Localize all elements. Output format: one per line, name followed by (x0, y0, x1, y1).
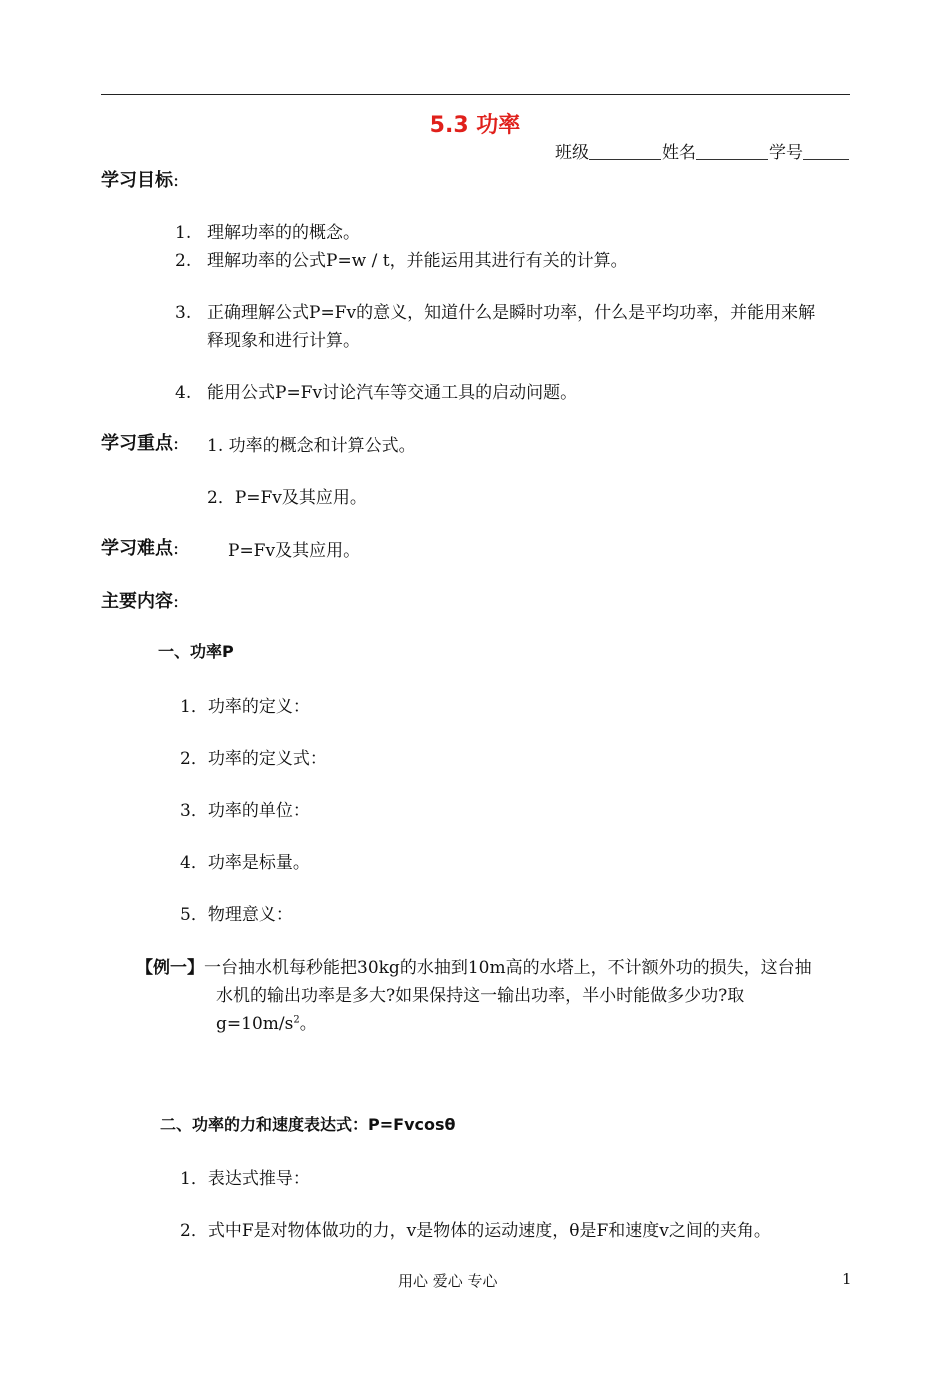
power-unit-item: 3．功率的单位： (180, 801, 310, 821)
goal-item-1: 1. 理解功率的的概念。 (175, 223, 360, 243)
goals-heading: 学习目标: (101, 170, 180, 191)
difficulty-text: P=Fv及其应用。 (228, 541, 361, 561)
class-label: 班级 (555, 143, 589, 163)
formula-explanation-item: 2．式中F是对物体做功的力，v是物体的运动速度，θ是F和速度v之间的夹角。 (180, 1221, 771, 1241)
footer-motto: 用心 爱心 专心 (398, 1272, 498, 1290)
key-point-1: 1. 功率的概念和计算公式。 (207, 436, 416, 456)
section-power-title: 一、功率P (158, 642, 234, 661)
main-content-heading: 主要内容: (101, 591, 180, 612)
difficulty-heading: 学习难点: (101, 538, 180, 559)
example-1-label: 【例一】 (136, 958, 204, 978)
id-label: 学号 (769, 143, 803, 163)
goal-item-3-continued: 释现象和进行计算。 (207, 331, 360, 351)
goal-item-4: 4. 能用公式P=Fv讨论汽车等交通工具的启动问题。 (175, 383, 578, 403)
power-formula-item: 2．功率的定义式： (180, 749, 327, 769)
example-1-line-3: $g=10m/s^2$。 (216, 1014, 317, 1034)
page-number: 1 (842, 1270, 852, 1288)
goal-item-3: 3. 正确理解公式P=Fv的意义，知道什么是瞬时功率，什么是平均功率，并能用来解 (175, 303, 816, 323)
example-1-line-1: 【例一】一台抽水机每秒能把30kg的水抽到10m高的水塔上，不计额外功的损失，这台抽 (136, 958, 812, 978)
header-rule (101, 94, 850, 95)
goal-item-2: 2. 理解功率的公式P=w / t，并能运用其进行有关的计算。 (175, 251, 628, 271)
section-force-velocity-title: 二、功率的力和速度表达式：P=Fvcosθ (160, 1115, 456, 1134)
power-definition-item: 1．功率的定义： (180, 697, 310, 717)
key-points-heading: 学习重点: (101, 433, 180, 454)
class-blank[interactable] (589, 142, 661, 160)
physical-meaning-item: 5．物理意义： (180, 905, 293, 925)
name-blank[interactable] (696, 142, 768, 160)
document-title: 5.3 功率 (429, 113, 521, 138)
student-info-line (555, 138, 850, 163)
name-label: 姓名 (662, 143, 696, 163)
derivation-item: 1．表达式推导： (180, 1169, 310, 1189)
key-point-2: 2．P=Fv及其应用。 (207, 488, 367, 508)
id-blank[interactable] (803, 142, 849, 160)
power-scalar-item: 4．功率是标量。 (180, 853, 310, 873)
example-1-line-2: 水机的输出功率是多大?如果保持这一输出功率，半小时能做多少功?取 (216, 986, 745, 1006)
